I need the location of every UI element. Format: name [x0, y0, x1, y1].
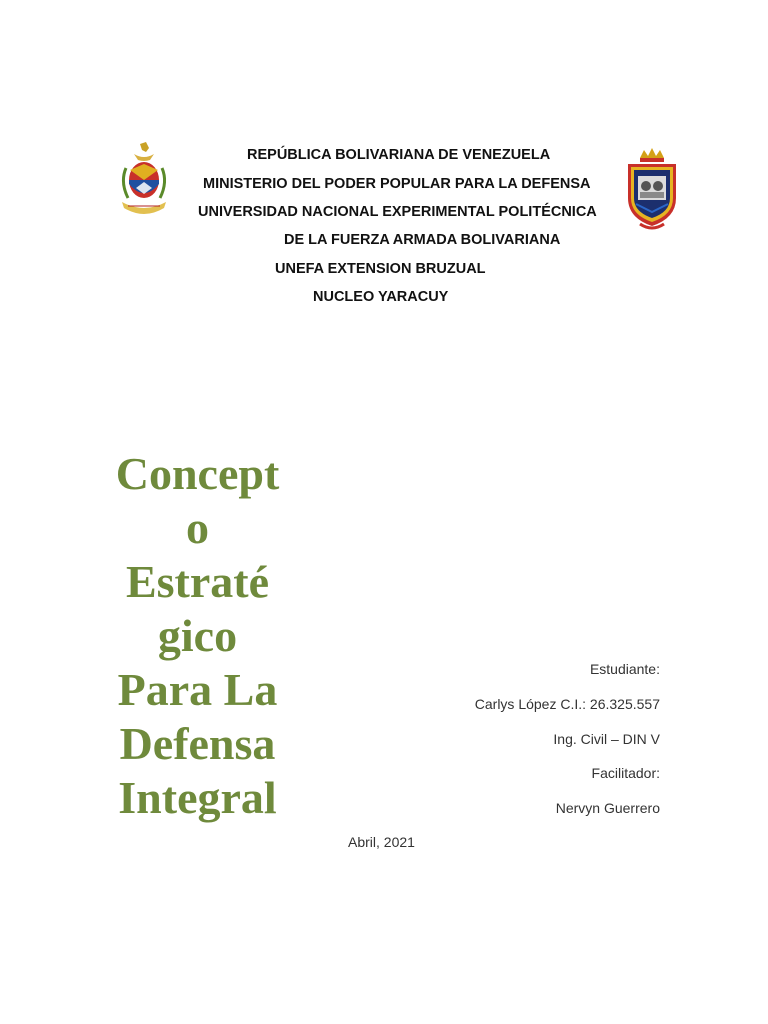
coat-of-arms-venezuela-icon: [116, 140, 172, 220]
header-line-universidad: UNIVERSIDAD NACIONAL EXPERIMENTAL POLITÉCNICA: [198, 204, 597, 220]
facilitator-name: Nervyn Guerrero: [555, 800, 660, 816]
document-date: Abril, 2021: [348, 834, 415, 850]
header-line-nucleo: NUCLEO YARACUY: [313, 289, 449, 305]
title-line: Defensa: [119, 718, 276, 769]
unefa-shield-icon: [622, 146, 682, 232]
document-title: [100, 447, 295, 825]
header-line-ministerio: MINISTERIO DEL PODER POPULAR PARA LA DEFENSA: [203, 176, 591, 192]
student-label: Estudiante:: [589, 661, 660, 677]
title-line: o: [186, 502, 209, 553]
title-line: Para La: [117, 664, 278, 715]
header-line-unefa-extension: UNEFA EXTENSION BRUZUAL: [275, 261, 486, 277]
header-line-fuerza-armada: DE LA FUERZA ARMADA BOLIVARIANA: [284, 232, 561, 248]
title-line: Integral: [118, 772, 277, 823]
title-line: Estraté: [125, 556, 270, 607]
title-line: Concept: [115, 448, 280, 499]
facilitator-label: Facilitador:: [591, 765, 660, 781]
title-line: gico: [157, 610, 238, 661]
program-label: Ing. Civil – DIN V: [553, 731, 660, 747]
header-line-republica: REPÚBLICA BOLIVARIANA DE VENEZUELA: [247, 147, 551, 163]
student-name: Carlys López C.I.: 26.325.557: [474, 696, 660, 712]
